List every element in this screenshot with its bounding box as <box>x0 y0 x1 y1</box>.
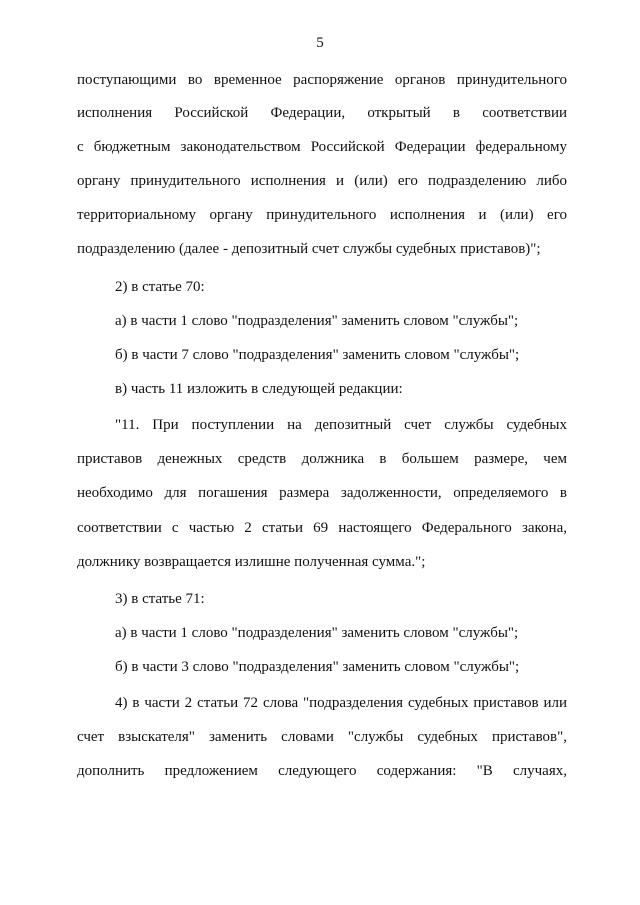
text-line: 2) в статье 70: <box>115 279 205 295</box>
text-line: в) часть 11 изложить в следующей редакции: <box>115 381 403 397</box>
text-line: б) в части 3 слово "подразделения" заменить словом "службы"; <box>115 659 520 675</box>
text-line: подразделению (далее - депозитный счет службы судебных приставов)"; <box>77 241 541 257</box>
text-line: дополнить предложением следующего содержания: "В случаях, <box>77 763 567 779</box>
text-line: с бюджетным законодательством Российской Федерации федеральному <box>77 139 567 155</box>
text-line: приставов денежных средств должника в большем размере, чем <box>77 451 567 467</box>
text-line: поступающими во временное распоряжение органов принудительного <box>77 72 567 88</box>
text-line: территориальному органу принудительного исполнения и (или) его <box>77 207 567 223</box>
page-number: 5 <box>316 35 324 51</box>
text-line: 4) в части 2 статьи 72 слова "подразделения судебных приставов или <box>115 695 567 711</box>
text-line: а) в части 1 слово "подразделения" заменить словом "службы"; <box>115 313 519 329</box>
text-line: счет взыскателя" заменить словами "службы судебных приставов", <box>77 729 567 745</box>
text-line: соответствии с частью 2 статьи 69 настоящего Федерального закона, <box>77 520 567 536</box>
text-line: исполнения Российской Федерации, открытый в соответствии <box>77 105 567 121</box>
text-line: "11. При поступлении на депозитный счет службы судебных <box>115 417 567 433</box>
text-line: необходимо для погашения размера задолженности, определяемого в <box>77 485 567 501</box>
text-line: органу принудительного исполнения и (или) его подразделению либо <box>77 173 567 189</box>
text-line: а) в части 1 слово "подразделения" заменить словом "службы"; <box>115 625 519 641</box>
text-line: б) в части 7 слово "подразделения" заменить словом "службы"; <box>115 347 520 363</box>
text-line: 3) в статье 71: <box>115 591 205 607</box>
text-line: должнику возвращается излишне полученная сумма."; <box>77 554 426 570</box>
